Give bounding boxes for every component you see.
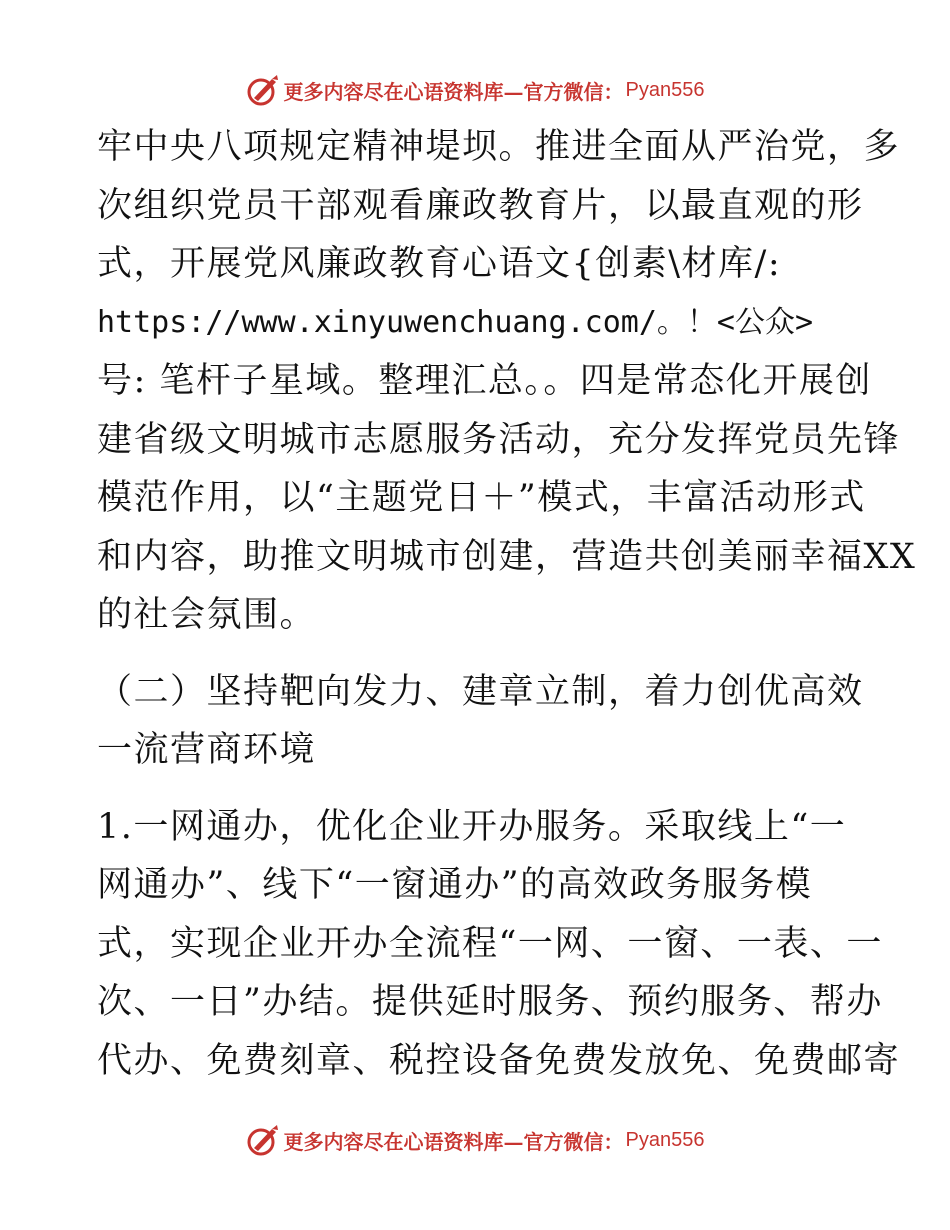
document-body bbox=[97, 118, 917, 1090]
watermark-handle: Pyan556 bbox=[625, 1128, 705, 1151]
text-line: 1.一网通办，优化企业开办服务。采取线上“一 bbox=[97, 806, 847, 847]
heading-line: （二）坚持靶向发力、建章立制，着力创优高效 bbox=[97, 671, 864, 712]
heading-line: 一流营商环境 bbox=[97, 730, 317, 770]
footer-watermark-banner bbox=[0, 1120, 950, 1160]
text-line: 代办、免费刻章、税控设备免费发放免、免费邮寄 bbox=[97, 1040, 901, 1081]
text-line: 和内容，助推文明城市创建，营造共创美丽幸福XX bbox=[97, 536, 917, 577]
text-line: 次、一日”办结。提供延时服务、预约服务、帮办 bbox=[97, 982, 883, 1022]
watermark-text: 更多内容尽在心语资料库—官方微信： bbox=[283, 79, 624, 104]
text-line: 牢中央八项规定精神堤坝。推进全面从严治党，多 bbox=[97, 127, 901, 167]
text-line: 模范作用，以“主题党日＋”模式，丰富活动形式 bbox=[97, 478, 866, 518]
text-line: 建省级文明城市志愿服务活动，充分发挥党员先锋 bbox=[97, 419, 901, 460]
watermark-handle: Pyan556 bbox=[625, 78, 705, 101]
watermark-text: 更多内容尽在心语资料库—官方微信： bbox=[283, 1129, 624, 1154]
text-line: 式，开展党风廉政教育心语文{创素\材库/: bbox=[97, 244, 782, 284]
text-line: 的社会氛围。 bbox=[97, 595, 317, 635]
text-line-url: https://www.xinyuwenchuang.com/。！<公众> bbox=[97, 304, 814, 340]
header-watermark-banner bbox=[0, 70, 950, 110]
quill-pen-logo-icon bbox=[246, 73, 280, 107]
paragraph-1 bbox=[97, 118, 917, 645]
text-line: 式，实现企业开办全流程“一网、一窗、一表、一 bbox=[97, 923, 883, 964]
text-line: 次组织党员干部观看廉政教育片，以最直观的形 bbox=[97, 185, 864, 226]
text-line: 网通办”、线下“一窗通办”的高效政务服务模 bbox=[97, 865, 813, 905]
text-line: 号: 笔杆子星域。整理汇总。。四是常态化开展创 bbox=[97, 361, 872, 401]
section-heading-2 bbox=[97, 663, 877, 780]
paragraph-3 bbox=[97, 798, 901, 1091]
quill-pen-logo-icon bbox=[246, 1123, 280, 1157]
